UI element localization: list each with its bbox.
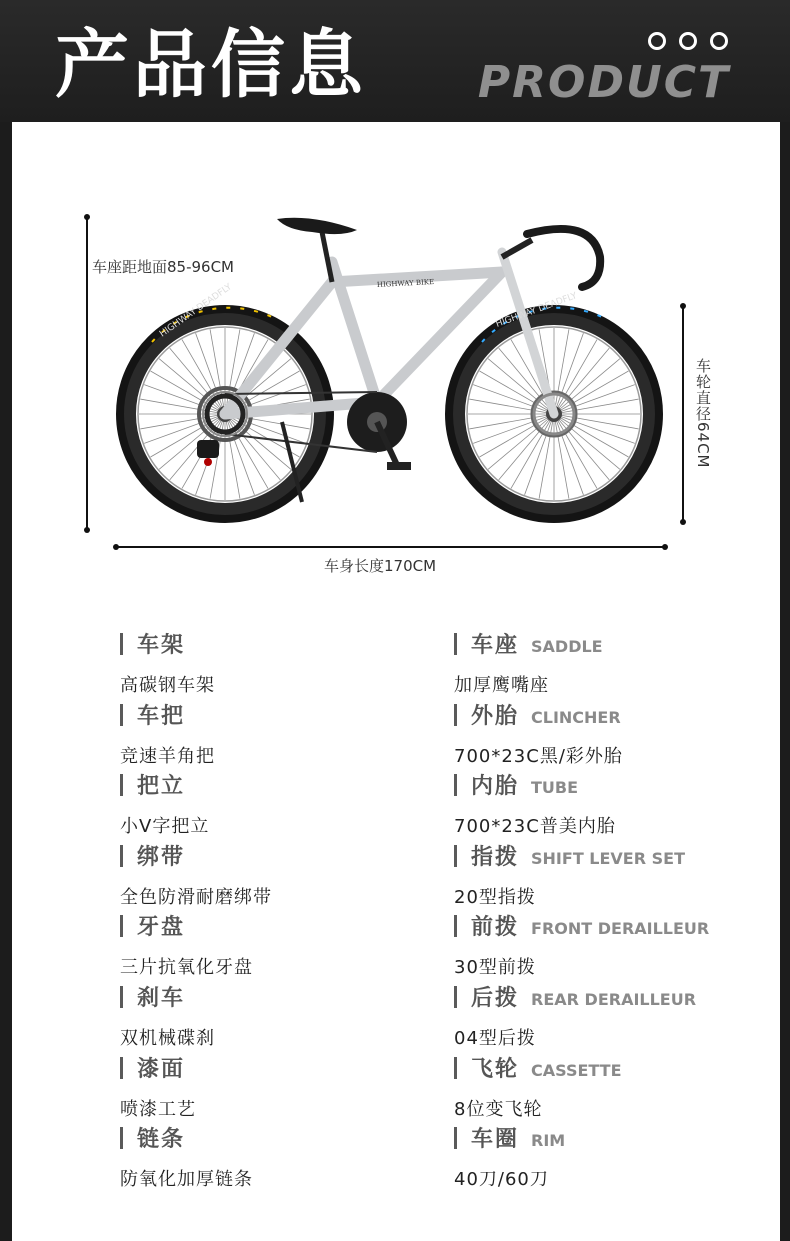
spec-item (120, 769, 209, 838)
spec-name-en: SHIFT LEVER SET (531, 848, 685, 868)
seat-height-start-dot (84, 214, 90, 220)
accent-bar (454, 915, 457, 937)
spec-value: 700*23C黑/彩外胎 (454, 745, 623, 767)
body-length-start-dot (113, 544, 119, 550)
spec-item (454, 981, 696, 1050)
spec-value: 三片抗氧化牙盘 (120, 957, 253, 979)
spec-name: 后拨 (471, 986, 520, 1011)
spec-title (454, 628, 603, 659)
spec-title (120, 910, 253, 941)
spec-name: 车座 (471, 633, 520, 658)
spec-item (120, 910, 253, 979)
spec-title (454, 981, 696, 1012)
spec-name-en: REAR DERAILLEUR (531, 990, 697, 1009)
bike-diagram (12, 122, 780, 602)
spec-title (120, 1052, 197, 1083)
spec-value: 竞速羊角把 (120, 745, 215, 767)
frame-decal: HIGHWAY BIKE (376, 278, 435, 289)
accent-bar (454, 845, 457, 867)
spec-value: 防氧化加厚链条 (120, 1169, 253, 1191)
spec-name: 刹车 (137, 986, 186, 1011)
front-rim-text: HIGHWAY DEADFLY (494, 291, 579, 330)
spec-name: 指拨 (471, 844, 520, 870)
spec-name: 前拨 (471, 915, 520, 941)
body-length-label: 车身长度170CM (324, 557, 437, 575)
spec-item (454, 1122, 565, 1191)
spec-name: 车把 (137, 703, 186, 729)
spec-value: 8位变飞轮 (454, 1098, 543, 1120)
spec-value: 700*23C普美内胎 (454, 816, 616, 838)
accent-bar (454, 986, 457, 1008)
spec-title (454, 840, 685, 871)
seat-height-end-dot (84, 527, 90, 533)
rear-derailleur (197, 440, 219, 458)
spec-title (120, 1122, 253, 1153)
accent-bar (120, 704, 123, 726)
spec-title (454, 1122, 565, 1153)
spec-item (120, 981, 215, 1050)
wheel-diameter-start-dot (680, 303, 686, 309)
spec-value: 加厚鹰嘴座 (454, 675, 549, 696)
dots-decoration (648, 32, 728, 50)
accent-bar (454, 1057, 457, 1079)
spec-name: 车圈 (471, 1127, 520, 1153)
spec-item (454, 628, 603, 697)
spec-title (120, 840, 272, 871)
spec-name: 飞轮 (471, 1056, 520, 1082)
spec-value: 喷漆工艺 (120, 1098, 196, 1120)
drop-handlebar (527, 229, 600, 287)
spec-name: 车架 (137, 633, 186, 658)
spec-name-en: SADDLE (531, 637, 603, 656)
header-banner (0, 0, 790, 122)
spec-item (454, 699, 623, 768)
spec-title (120, 699, 215, 730)
spec-value: 小V字把立 (120, 816, 210, 838)
spec-name-en: TUBE (531, 778, 579, 798)
accent-bar (120, 915, 123, 937)
spec-name: 漆面 (137, 1056, 186, 1082)
spec-value: 04型后拨 (454, 1028, 536, 1049)
spec-item (120, 1122, 253, 1191)
dot-icon (679, 32, 697, 50)
spec-name: 把立 (137, 774, 186, 800)
dot-icon (648, 32, 666, 50)
page-subtitle: PRODUCT (477, 57, 730, 108)
spec-item (120, 1052, 197, 1121)
spec-title (454, 769, 616, 800)
accent-bar (454, 633, 457, 655)
spec-item (454, 769, 616, 838)
spec-item (120, 628, 215, 697)
spec-value: 40刀/60刀 (454, 1169, 549, 1191)
rear-rim-text: HIGHWAY DEADFLY (157, 282, 234, 340)
spec-name-en: FRONT DERAILLEUR (531, 919, 710, 939)
accent-bar (454, 1127, 457, 1149)
accent-bar (120, 986, 123, 1008)
accent-bar (120, 845, 123, 867)
spec-title (120, 628, 215, 659)
spec-value: 高碳钢车架 (120, 675, 215, 696)
spec-name-en: RIM (531, 1131, 566, 1151)
spec-name: 牙盘 (137, 915, 186, 941)
product-info-panel (12, 122, 780, 1241)
pedal (387, 462, 411, 470)
wheel-diameter-end-dot (680, 519, 686, 525)
accent-bar (120, 1057, 123, 1079)
spec-item (120, 699, 215, 768)
spec-title (454, 910, 709, 941)
spec-name-en: CLINCHER (531, 707, 621, 727)
spec-title (120, 981, 215, 1012)
spec-value: 全色防滑耐磨绑带 (120, 886, 272, 908)
accent-bar (454, 774, 457, 796)
body-length-end-dot (662, 544, 668, 550)
spec-name: 外胎 (471, 703, 520, 729)
spec-name: 链条 (137, 1127, 186, 1153)
accent-bar (454, 704, 457, 726)
spec-item (454, 840, 685, 909)
accent-bar (120, 774, 123, 796)
spec-value: 20型指拨 (454, 886, 536, 908)
saddle (277, 218, 357, 234)
dot-icon (710, 32, 728, 50)
spec-title (120, 769, 209, 800)
spec-name: 内胎 (471, 774, 520, 800)
spec-name-en: CASSETTE (531, 1060, 622, 1080)
spec-item (454, 1052, 622, 1121)
spec-value: 30型前拨 (454, 957, 536, 979)
spec-value: 双机械碟刹 (120, 1028, 215, 1049)
seat-height-label: 车座距地面85-96CM (92, 258, 235, 276)
spec-name: 绑带 (137, 844, 186, 870)
spec-item (454, 910, 709, 979)
spec-title (454, 699, 623, 730)
accent-bar (120, 633, 123, 655)
spec-title (454, 1052, 622, 1083)
page-title: 产品信息 (55, 22, 367, 108)
wheel-diameter-label: 车轮直径64CM (694, 358, 712, 469)
accent-bar (120, 1127, 123, 1149)
stem (502, 240, 532, 257)
spec-item (120, 840, 272, 909)
